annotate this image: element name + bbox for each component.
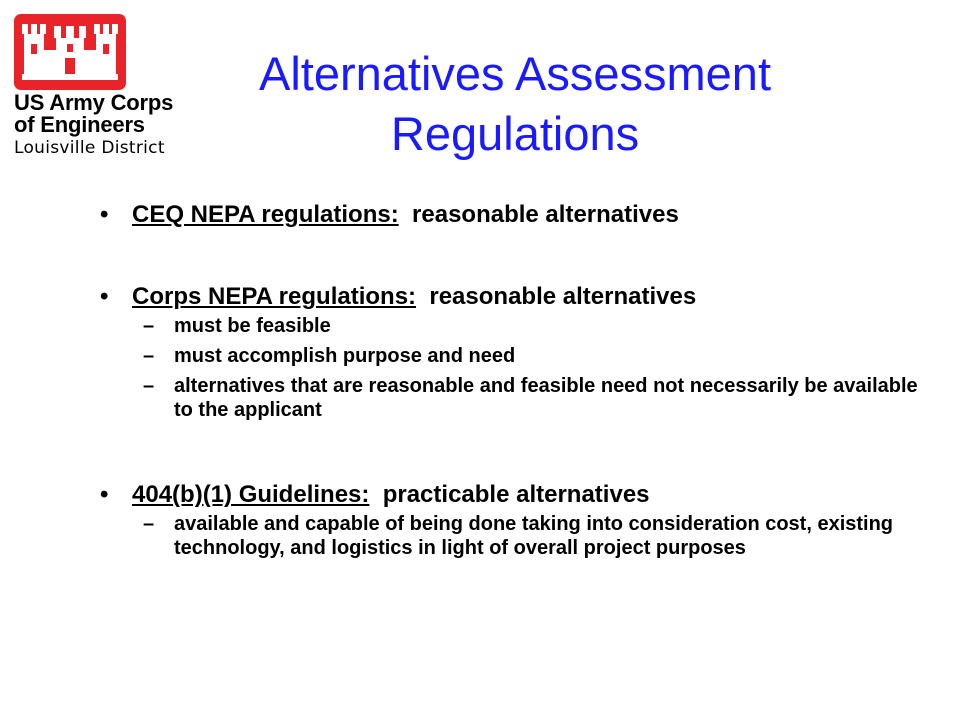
slide-body [100, 200, 920, 566]
sub-item-text: must be feasible [174, 315, 331, 337]
sub-item [100, 314, 920, 338]
sub-item-text: alternatives that are reasonable and feasible need not necessarily be available to the applicant [174, 375, 918, 421]
bullet-heading: Corps NEPA regulations: [132, 283, 417, 310]
sub-item [100, 344, 920, 368]
logo-text-line2: of Engineers [14, 112, 145, 137]
slide-title-line2: Regulations [390, 107, 640, 160]
bullet-heading: 404(b)(1) Guidelines: [132, 481, 370, 508]
sub-item [100, 512, 920, 560]
sub-item [100, 374, 920, 422]
bullet-text: reasonable alternatives [416, 283, 697, 310]
bullet-marker: • [100, 283, 109, 310]
logo-text-line1: US Army Corps [14, 90, 174, 115]
bullet-404b1-guidelines [100, 480, 920, 510]
bullet-marker: • [100, 201, 109, 228]
slide-title-line1: Alternatives Assessment [259, 47, 771, 100]
castle-icon [14, 14, 126, 90]
bullet-corps-nepa [100, 282, 920, 312]
usace-logo [14, 14, 214, 164]
sub-item-text: available and capable of being done taking into consideration cost, existing technology, and logistics in light of overall project purposes [174, 513, 894, 559]
bullet-ceq-nepa [100, 200, 920, 230]
bullet-text: practicable alternatives [369, 481, 650, 508]
sub-list [100, 512, 920, 560]
sub-marker: – [143, 513, 155, 535]
bullet-text: reasonable alternatives [398, 201, 679, 228]
sub-marker: – [143, 315, 155, 337]
sub-marker: – [143, 345, 155, 367]
sub-marker: – [143, 375, 155, 397]
bullet-marker: • [100, 481, 109, 508]
logo-district-text: Louisville District [14, 138, 165, 158]
sub-list [100, 314, 920, 422]
slide-title [215, 44, 815, 164]
bullet-heading: CEQ NEPA regulations: [132, 201, 399, 228]
sub-item-text: must accomplish purpose and need [174, 345, 516, 367]
